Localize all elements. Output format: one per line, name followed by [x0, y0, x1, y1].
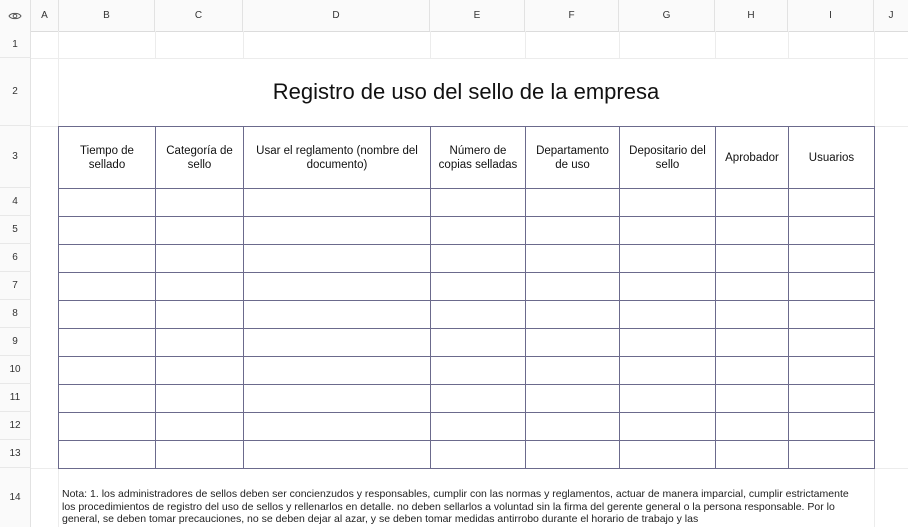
gridline: [243, 31, 244, 58]
table-cell[interactable]: [526, 273, 620, 301]
table-cell[interactable]: [59, 385, 156, 413]
header-usar-el-reglamento[interactable]: Usar el reglamento (nombre del documento): [244, 127, 431, 189]
table-cell[interactable]: [244, 413, 431, 441]
table-body: [59, 189, 875, 469]
table-cell[interactable]: [716, 329, 789, 357]
table-cell[interactable]: [431, 329, 526, 357]
visibility-eye-icon[interactable]: [0, 0, 31, 31]
table-cell[interactable]: [526, 413, 620, 441]
column-header-j[interactable]: J: [888, 10, 894, 21]
table-cell[interactable]: [59, 245, 156, 273]
column-header-a[interactable]: A: [31, 0, 59, 31]
table-cell[interactable]: [431, 301, 526, 329]
column-header-g[interactable]: G: [619, 0, 715, 31]
table-cell[interactable]: [156, 441, 244, 469]
gridline: [619, 31, 620, 58]
page-title: Registro de uso del sello de la empresa: [272, 79, 660, 104]
table-cell[interactable]: [526, 189, 620, 217]
row-header-2[interactable]: 2: [0, 58, 31, 126]
table-row: [59, 357, 875, 385]
table-cell[interactable]: [244, 273, 431, 301]
table-cell[interactable]: [716, 413, 789, 441]
header-numero-de-copias[interactable]: Número de copias selladas: [431, 127, 526, 189]
table-row: [59, 441, 875, 469]
table-row: [59, 217, 875, 245]
table-cell[interactable]: [244, 357, 431, 385]
table-cell[interactable]: [789, 301, 875, 329]
table-cell[interactable]: [620, 441, 716, 469]
table-cell[interactable]: [789, 413, 875, 441]
table-cell[interactable]: [59, 217, 156, 245]
gridline: [430, 31, 431, 58]
column-header-h[interactable]: H: [715, 0, 788, 31]
column-header-i[interactable]: I: [788, 0, 874, 31]
table-cell[interactable]: [716, 189, 789, 217]
table-header-row: [59, 127, 875, 189]
table-cell[interactable]: [716, 217, 789, 245]
table-cell[interactable]: [59, 357, 156, 385]
table-cell[interactable]: [244, 245, 431, 273]
table-cell[interactable]: [59, 189, 156, 217]
row-header-1[interactable]: 1: [0, 31, 31, 58]
table-cell[interactable]: [789, 273, 875, 301]
table-cell[interactable]: [526, 385, 620, 413]
table-row: [59, 329, 875, 357]
table-cell[interactable]: [59, 441, 156, 469]
table-cell[interactable]: [716, 357, 789, 385]
table-cell[interactable]: [620, 217, 716, 245]
table-cell[interactable]: [59, 329, 156, 357]
table-cell[interactable]: [244, 329, 431, 357]
column-header-e[interactable]: E: [430, 0, 525, 31]
table-cell[interactable]: [244, 189, 431, 217]
table-cell[interactable]: [156, 357, 244, 385]
table-cell[interactable]: [789, 189, 875, 217]
header-depositario-del-sello[interactable]: Depositario del sello: [620, 127, 716, 189]
table-row: [59, 385, 875, 413]
note-text[interactable]: Nota: 1. los administradores de sellos deben ser concienzudos y responsables, cumplir con las normas y reglamentos, actuar de manera imparcial, cumplir estrictamente los procedimientos de registro del uso de sellos y rellenarlos en detalle. no deben sellarlos a voluntad sin la firma del gerente general o la persona responsable. Por lo general, se deben tomar precauciones, no se deben dejar al azar, y se deben tomar medidas antirrobo durante el horario de trabajo y las: [62, 488, 849, 525]
column-header-d[interactable]: D: [243, 0, 430, 31]
table-cell[interactable]: [620, 385, 716, 413]
table-cell[interactable]: [716, 301, 789, 329]
row-header-4[interactable]: 4: [0, 188, 31, 216]
header-departamento-de-uso[interactable]: Departamento de uso: [526, 127, 620, 189]
table-cell[interactable]: [156, 385, 244, 413]
table-cell[interactable]: [431, 217, 526, 245]
table-cell[interactable]: [431, 189, 526, 217]
row-header-3[interactable]: 3: [0, 126, 31, 188]
table-cell[interactable]: [431, 357, 526, 385]
table-cell[interactable]: [620, 357, 716, 385]
table-cell[interactable]: [156, 245, 244, 273]
gridline: [788, 31, 789, 58]
table-row: [59, 189, 875, 217]
table-cell[interactable]: [526, 441, 620, 469]
table-cell[interactable]: [156, 413, 244, 441]
table-cell[interactable]: [156, 301, 244, 329]
table-cell[interactable]: [716, 441, 789, 469]
table-cell[interactable]: [156, 217, 244, 245]
table-cell[interactable]: [620, 189, 716, 217]
table-cell[interactable]: [431, 385, 526, 413]
table-cell[interactable]: [244, 301, 431, 329]
table-cell[interactable]: [620, 273, 716, 301]
table-cell[interactable]: [789, 245, 875, 273]
table-cell[interactable]: [789, 329, 875, 357]
table-cell[interactable]: [620, 413, 716, 441]
table-row: [59, 301, 875, 329]
table-cell[interactable]: [59, 273, 156, 301]
column-header-c[interactable]: C: [155, 0, 243, 31]
table-cell[interactable]: [156, 329, 244, 357]
row-header-9[interactable]: 9: [0, 328, 31, 356]
table-cell[interactable]: [620, 301, 716, 329]
table-cell[interactable]: [59, 413, 156, 441]
header-aprobador[interactable]: Aprobador: [716, 127, 789, 189]
table-cell[interactable]: [431, 245, 526, 273]
row-header-5[interactable]: 5: [0, 216, 31, 244]
row-header-12[interactable]: 12: [0, 412, 31, 440]
header-usuarios[interactable]: Usuarios: [789, 127, 875, 189]
table-cell[interactable]: [526, 301, 620, 329]
table-cell[interactable]: [789, 441, 875, 469]
table-cell[interactable]: [526, 357, 620, 385]
table-cell[interactable]: [244, 441, 431, 469]
row-header-10[interactable]: 10: [0, 356, 31, 384]
header-tiempo-de-sellado[interactable]: Tiempo de sellado: [59, 127, 156, 189]
table-cell[interactable]: [431, 413, 526, 441]
gridline: [525, 31, 526, 58]
header-categoria-de-sello[interactable]: Categoría de sello: [156, 127, 244, 189]
row-header-13[interactable]: 13: [0, 440, 31, 468]
gridline: [715, 31, 716, 58]
table-cell[interactable]: [431, 441, 526, 469]
column-header-b[interactable]: B: [59, 0, 155, 31]
table-cell[interactable]: [156, 189, 244, 217]
row-header-7[interactable]: 7: [0, 272, 31, 300]
table-cell[interactable]: [156, 273, 244, 301]
table-cell[interactable]: [526, 329, 620, 357]
row-header-11[interactable]: 11: [0, 384, 31, 412]
row-header-14[interactable]: 14: [0, 468, 31, 527]
table-row: [59, 273, 875, 301]
table-cell[interactable]: [244, 385, 431, 413]
table-cell[interactable]: [789, 357, 875, 385]
table-cell[interactable]: [526, 245, 620, 273]
gridline: [155, 31, 156, 58]
table-cell[interactable]: [716, 385, 789, 413]
table-cell[interactable]: [716, 245, 789, 273]
table-cell[interactable]: [244, 217, 431, 245]
table-row: [59, 245, 875, 273]
table-row: [59, 413, 875, 441]
column-header-row: [0, 0, 908, 32]
table-cell[interactable]: [431, 273, 526, 301]
table-cell[interactable]: [59, 301, 156, 329]
row-header-6[interactable]: 6: [0, 244, 31, 272]
row-header-8[interactable]: 8: [0, 300, 31, 328]
table-cell[interactable]: [620, 245, 716, 273]
seal-register-table: [58, 126, 875, 469]
table-cell[interactable]: [789, 385, 875, 413]
table-cell[interactable]: [526, 217, 620, 245]
column-header-f[interactable]: F: [525, 0, 619, 31]
table-cell[interactable]: [789, 217, 875, 245]
table-cell[interactable]: [620, 329, 716, 357]
table-cell[interactable]: [716, 273, 789, 301]
